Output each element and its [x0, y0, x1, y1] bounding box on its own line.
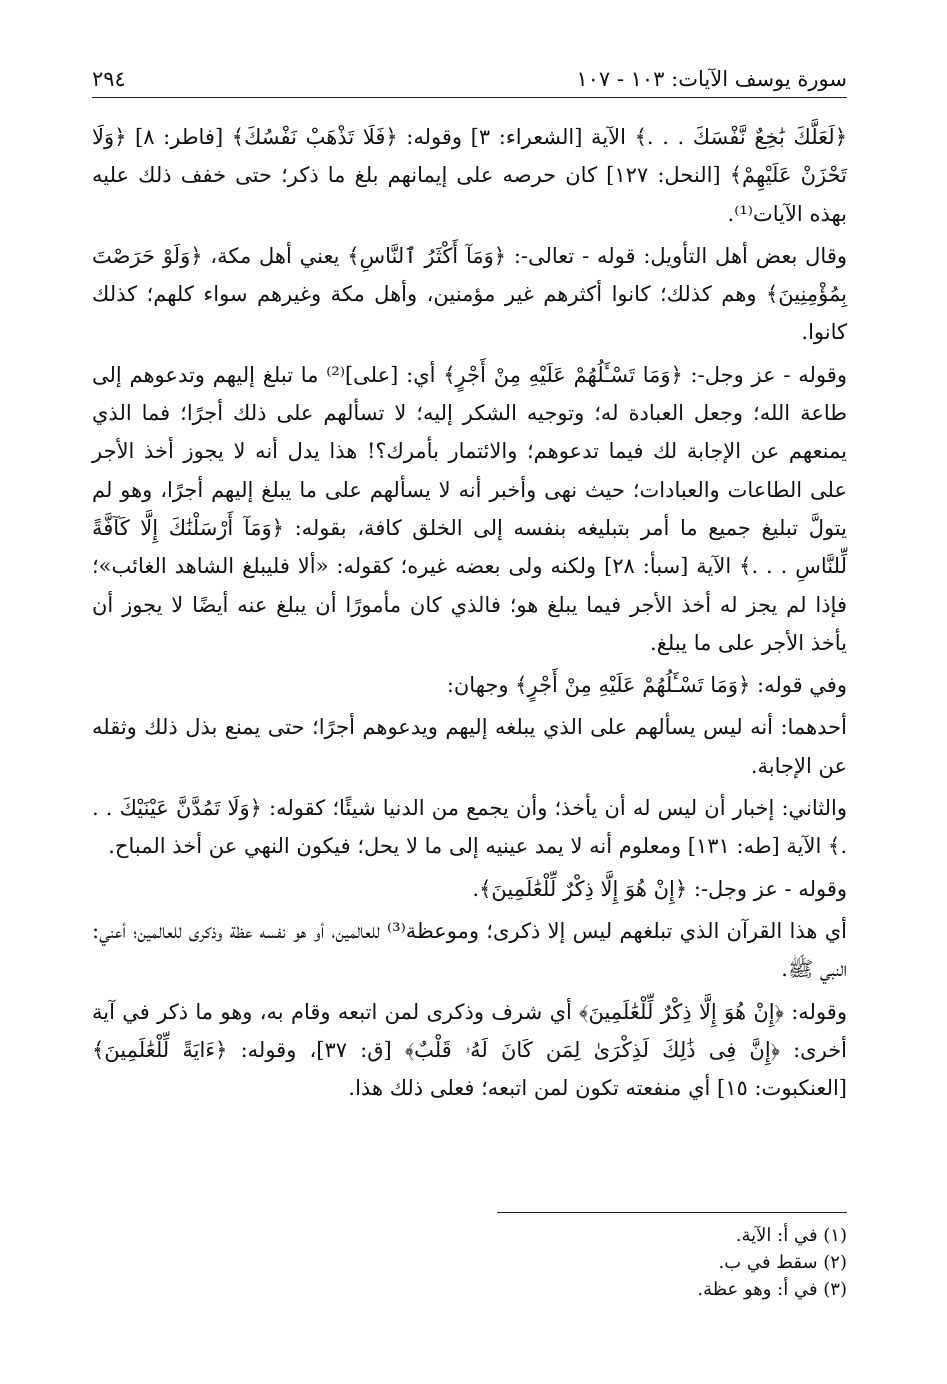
paragraph: وفي قوله: ﴿وَمَا تَسْـَٔلُهُمْ عَلَيْهِ مِنْ أَجْرٍ﴾ وجهان: [446, 673, 847, 698]
paragraph: والثاني: إخبار أن ليس له أن يأخذ؛ وأن يجمع من الدنيا شيئًا؛ كقوله: ﴿وَلَا تَمُدَّنَّ عَيْنَيْكَ . . .﴾ الآية [طه: ١٣١] ومعلوم أنه لا يمد عينيه إلى ما لا يحل؛ فيكون النهي عن أخذ المباح. [92, 796, 847, 859]
paragraph: أحدهما: أنه ليس يسألهم على الذي يبلغه إليهم ويدعوهم أجرًا؛ حتى يمنع بذل ذلك وثقله عن الإجابة. [92, 715, 847, 778]
paragraph: أي هذا القرآن الذي تبلغهم ليس إلا ذكرى؛ وموعظة⁽³⁾ للعالمين، أو هو نفسه عظة وذكرى للعالمين؛ أعني: النبي ﷺ. [92, 918, 847, 982]
footnote: (٢) سقط في ب. [718, 1252, 847, 1273]
section-title: سورة يوسف الآيات: ١٠٣ - ١٠٧ [576, 67, 847, 91]
footnote-divider [497, 1212, 847, 1213]
footnote: (٣) في أ: وهو عظة. [697, 1279, 847, 1300]
paragraph: وقوله - عز وجل-: ﴿وَمَا تَسْـَٔلُهُمْ عَلَيْهِ مِنْ أَجْرٍ﴾ أي: [على]⁽²⁾ ما تبلغ إليهم وتدعوهم إلى طاعة الله؛ وجعل العبادة له؛ وتوجيه الشكر إليه؛ لا تسألهم على ذلك أجرًا؛ فما الذي يمنعهم عن الإجابة لك فيما تدعوهم؛ والائتمار بأمرك؟! هذا يدل أنه لا يجوز أخذ الأجر على الطاعات والعبادات؛ حيث نهى وأخبر أنه لا يسألهم على ما يبلغ إليهم أجرًا، وهو لم يتولَّ تبليغ جميع ما أمر بتبليغه بنفسه إلى الخلق كافة، بقوله: ﴿وَمَآ أَرْسَلْنَٰكَ إِلَّا كَآفَّةً لِّلنَّاسِ . . .﴾ الآية [سبأ: ٢٨] ولكنه ولى بعضه غيره؛ كقوله: «ألا فليبلغ الشاهد الغائب»؛ فإذا لم يجز له أخذ الأجر فيما يبلغ هو؛ فالذي كان مأمورًا أن يبلغ عنه أيضًا لا يجوز أن يأخذ الأجر على ما يبلغ. [92, 362, 847, 655]
page-header [92, 58, 847, 98]
page-number: ٢٩٤ [92, 67, 126, 91]
footnote: (١) في أ: الآية. [735, 1225, 847, 1246]
paragraph: وقوله - عز وجل-: ﴿إِنْ هُوَ إِلَّا ذِكْرٌ لِّلْعَٰلَمِينَ﴾. [472, 876, 847, 901]
footnotes [92, 1222, 847, 1303]
paragraph: وقوله: ﴿إِنْ هُوَ إِلَّا ذِكْرٌ لِّلْعَٰلَمِينَ﴾ أي شرف وذكرى لمن اتبعه وقام به، وهو ما ذكر في آية أخرى: ﴿إِنَّ فِى ذَٰلِكَ لَذِكْرَىٰ لِمَن كَانَ لَهُۥ قَلْبٌ﴾ [ق: ٣٧]، وقوله: ﴿ءَايَةً لِّلْعَٰلَمِينَ﴾ [العنكبوت: ١٥] أي منفعته تكون لمن اتبعه؛ فعلى ذلك هذا. [92, 999, 848, 1101]
paragraph: وقال بعض أهل التأويل: قوله - تعالى-: ﴿وَمَآ أَكْثَرُ ٱلنَّاسِ﴾ يعني أهل مكة، ﴿وَلَوْ حَرَصْتَ بِمُؤْمِنِينَ﴾ وهم كذلك؛ كانوا أكثرهم غير مؤمنين، وأهل مكة وغيرهم سواء كلهم؛ كذلك كانوا. [92, 243, 847, 345]
paragraph: ﴿لَعَلَّكَ بَٰخِعٌ نَّفْسَكَ . . .﴾ الآية [الشعراء: ٣] وقوله: ﴿فَلَا تَذْهَبْ نَفْسُكَ﴾ [فاطر: ٨] ﴿وَلَا تَحْزَنْ عَلَيْهِمْ﴾ [النحل: ١٢٧] كان حرصه على إيمانهم بلغ ما ذكر؛ حتى خفف ذلك عليه بهذه الآيات⁽¹⁾. [92, 125, 848, 226]
body-text [92, 118, 847, 1111]
